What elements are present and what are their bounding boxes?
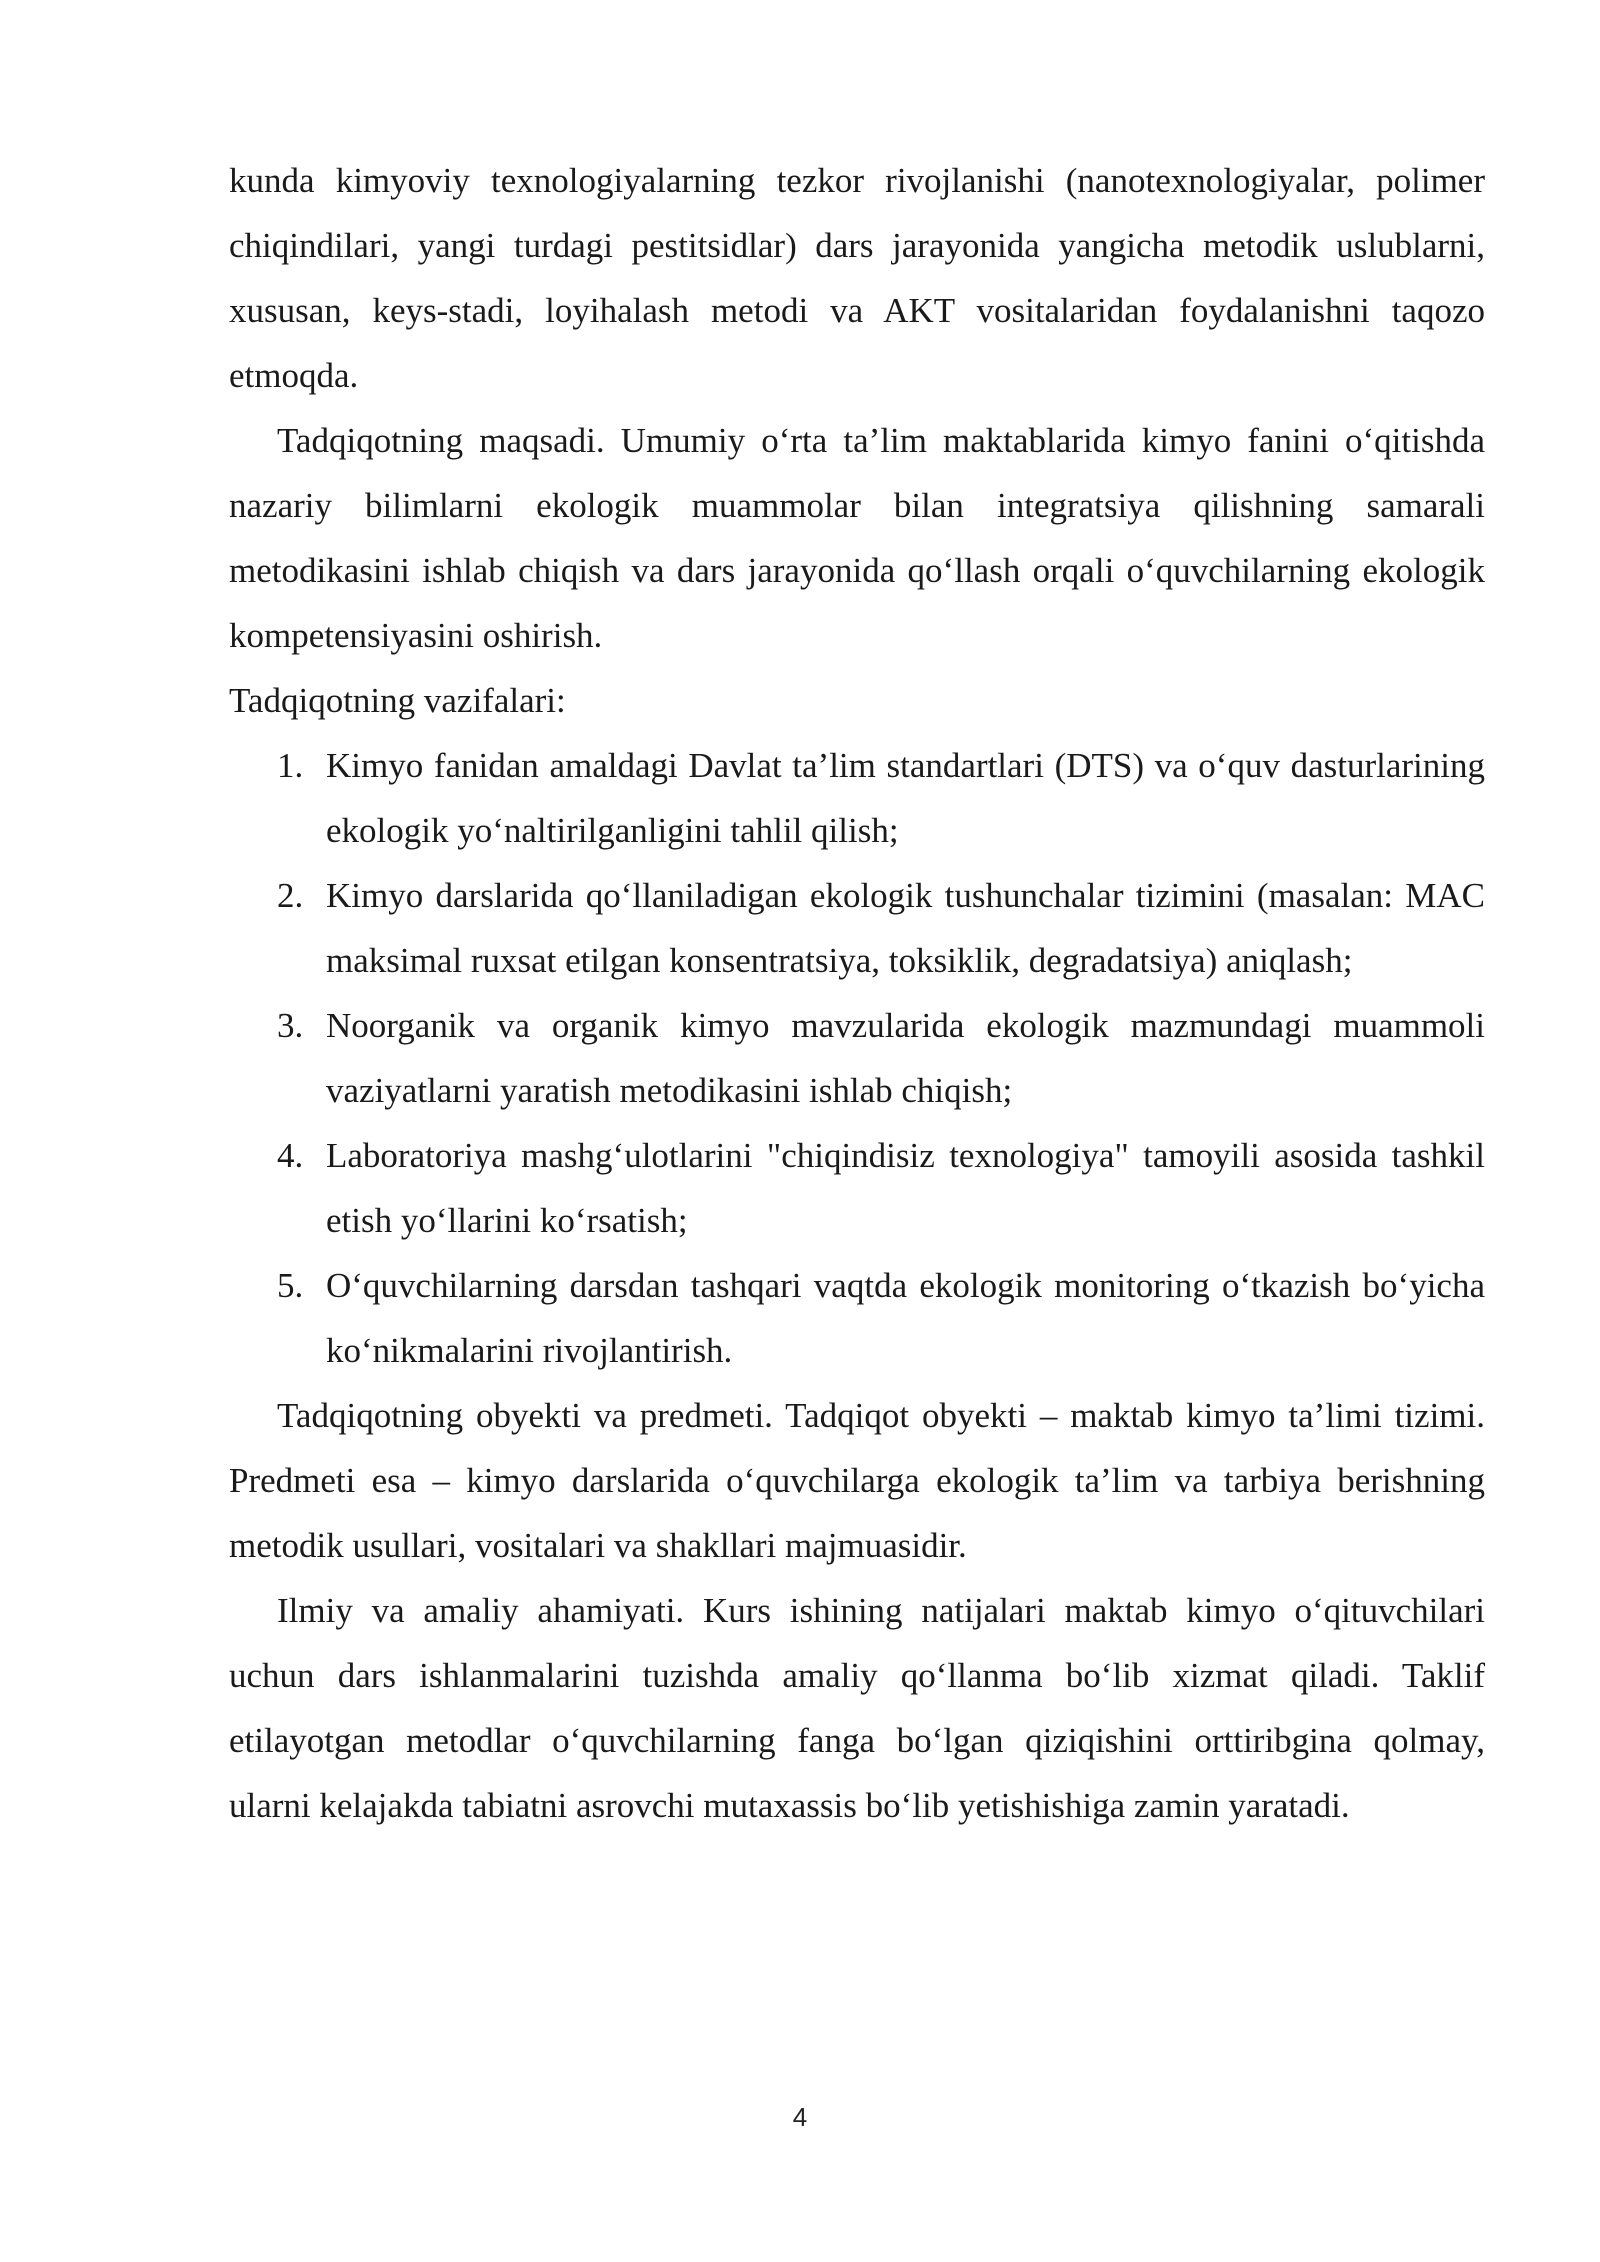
- list-item: [229, 733, 1485, 863]
- list-item-number: 5.: [277, 1266, 304, 1305]
- tasks-heading: Tadqiqotning vazifalari:: [229, 681, 566, 720]
- page-body: [229, 148, 1485, 1838]
- tasks-list: [229, 733, 1485, 1383]
- list-item: [229, 1123, 1485, 1253]
- list-item-number: 1.: [277, 746, 304, 785]
- list-item: [229, 863, 1485, 993]
- list-item-number: 2.: [277, 876, 304, 915]
- list-item-text: Laboratoriya mashg‘ulotlarini "chiqindisiz texnologiya" tamoyili asosida tashkil etish yo‘llarini ko‘rsatish;: [326, 1136, 1485, 1240]
- list-item-text: Kimyo fanidan amaldagi Davlat ta’lim standartlari (DTS) va o‘quv dasturlarining ekologik yo‘naltirilganligini tahlil qilish;: [326, 746, 1485, 850]
- object-subject-paragraph: Tadqiqotning obyekti va predmeti. Tadqiqot obyekti – maktab kimyo ta’limi tizimi. Predmeti esa – kimyo darslarida o‘quvchilarga ekologik ta’lim va tarbiya berishning metodik usullari, vositalari va shakllari majmuasidir.: [229, 1396, 1485, 1565]
- list-item-text: O‘quvchilarning darsdan tashqari vaqtda ekologik monitoring o‘tkazish bo‘yicha ko‘nikmalarini rivojlantirish.: [326, 1266, 1485, 1370]
- significance-paragraph: Ilmiy va amaliy ahamiyati. Kurs ishining natijalari maktab kimyo o‘qituvchilari uchun dars ishlanmalarini tuzishda amaliy qo‘llanma bo‘lib xizmat qiladi. Taklif etilayotgan metodlar o‘quvchilarning fanga bo‘lgan qiziqishini orttiribgina qolmay, ularni kelajakda tabiatni asrovchi mutaxassis bo‘lib yetishishiga zamin yaratadi.: [229, 1591, 1485, 1825]
- list-item-text: Noorganik va organik kimyo mavzularida ekologik mazmundagi muammoli vaziyatlarni yaratish metodikasini ishlab chiqish;: [326, 1006, 1485, 1110]
- list-item-number: 3.: [277, 1006, 304, 1045]
- list-item: [229, 993, 1485, 1123]
- list-item: [229, 1253, 1485, 1383]
- list-item-number: 4.: [277, 1136, 304, 1175]
- intro-paragraph: kunda kimyoviy texnologiyalarning tezkor rivojlanishi (nanotexnologiyalar, polimer chiqindilari, yangi turdagi pestitsidlar) dars jarayonida yangicha metodik uslublarni, xususan, keys-stadi, loyihalash metodi va AKT vositalaridan foydalanishni taqozo etmoqda.: [229, 161, 1485, 395]
- research-goal-paragraph: Tadqiqotning maqsadi. Umumiy o‘rta ta’lim maktablarida kimyo fanini o‘qitishda nazariy bilimlarni ekologik muammolar bilan integratsiya qilishning samarali metodikasini ishlab chiqish va dars jarayonida qo‘llash orqali o‘quvchilarning ekologik kompetensiyasini oshirish.: [229, 421, 1485, 655]
- list-item-text: Kimyo darslarida qo‘llaniladigan ekologik tushunchalar tizimini (masalan: MAC maksimal ruxsat etilgan konsentratsiya, toksiklik, degradatsiya) aniqlash;: [326, 876, 1485, 980]
- page-number: 4: [792, 2102, 808, 2132]
